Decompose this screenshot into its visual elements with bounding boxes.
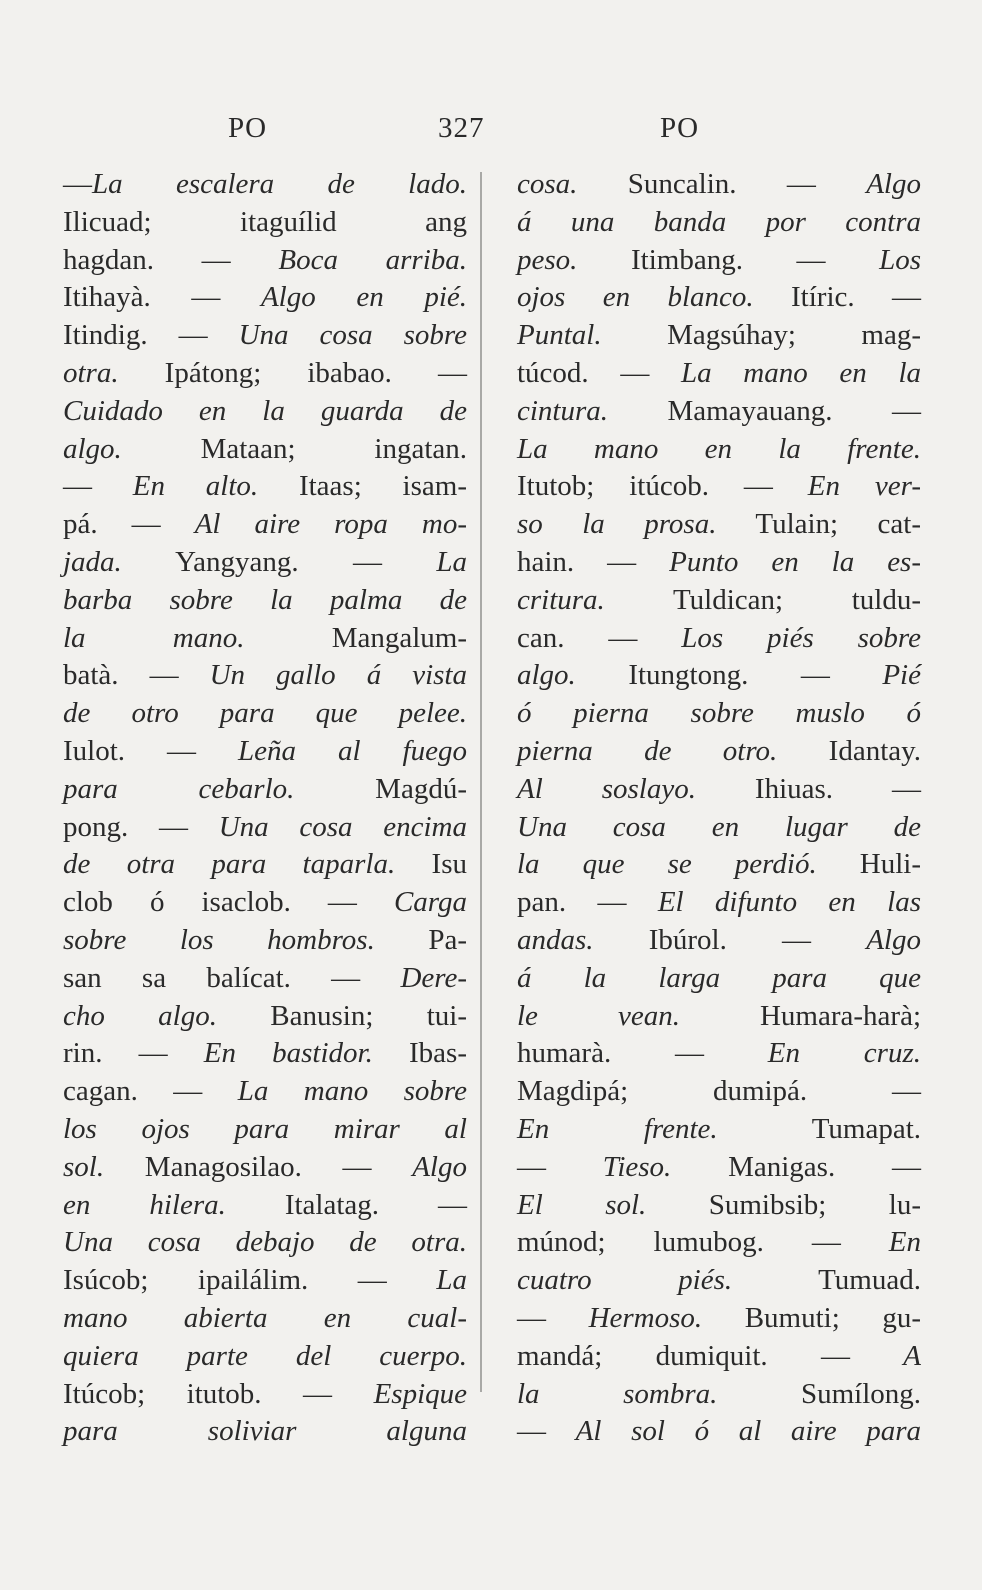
text-line xyxy=(63,1262,467,1300)
spanish-gloss: En bastidor. xyxy=(203,1037,373,1070)
text-line xyxy=(63,1149,467,1187)
spanish-gloss: Los piés sobre xyxy=(681,621,921,654)
tagalog-term: can. — xyxy=(517,621,682,654)
tagalog-term: cagan. — xyxy=(63,1075,238,1108)
spanish-gloss: Pié xyxy=(882,659,921,692)
tagalog-term: Ihiuas. — xyxy=(695,772,922,805)
tagalog-term: Idantay. xyxy=(777,734,921,767)
tagalog-term: Yangyang. — xyxy=(121,545,437,578)
tagalog-term: hain. — xyxy=(517,545,670,578)
tagalog-term: rin. — xyxy=(63,1037,204,1070)
page-header xyxy=(0,112,982,152)
text-line xyxy=(517,279,921,317)
spanish-gloss: Algo xyxy=(412,1150,467,1183)
spanish-gloss: de otra para taparla. xyxy=(63,848,396,881)
tagalog-term: mandá; dumiquit. — xyxy=(517,1339,904,1372)
text-line xyxy=(63,242,467,280)
text-line xyxy=(517,620,921,658)
tagalog-term: Itutob; itúcob. — xyxy=(517,470,808,503)
text-line xyxy=(63,809,467,847)
text-line xyxy=(517,1187,921,1225)
tagalog-term: Itimbang. — xyxy=(577,243,880,276)
text-line xyxy=(63,468,467,506)
tagalog-term: Mangalum- xyxy=(244,621,467,654)
text-line xyxy=(63,544,467,582)
text-line xyxy=(63,1035,467,1073)
tagalog-term: Ibas- xyxy=(372,1037,467,1070)
tagalog-term: Manigas. — xyxy=(671,1150,922,1183)
spanish-gloss: Una cosa en lugar de xyxy=(517,810,921,843)
spanish-gloss: Una cosa sobre xyxy=(238,319,467,352)
spanish-gloss: cosa. xyxy=(517,168,578,200)
text-line xyxy=(517,657,921,695)
spanish-gloss: Algo xyxy=(866,923,921,956)
text-line xyxy=(63,1224,467,1262)
text-line xyxy=(517,1149,921,1187)
spanish-gloss: pierna de otro. xyxy=(517,734,778,767)
text-line xyxy=(517,166,921,204)
spanish-gloss: Punto en la es- xyxy=(669,545,922,578)
spanish-gloss: Al aire ropa mo- xyxy=(194,508,467,541)
spanish-gloss: Al soslayo. xyxy=(517,772,696,805)
text-line xyxy=(517,960,921,998)
tagalog-term: Huli- xyxy=(816,848,921,881)
text-line xyxy=(63,582,467,620)
spanish-gloss: El difunto en las xyxy=(657,886,921,919)
tagalog-term: pong. — xyxy=(63,810,219,843)
text-line xyxy=(517,1111,921,1149)
text-line xyxy=(63,846,467,884)
tagalog-term: Itíric. — xyxy=(753,281,921,314)
text-line xyxy=(63,960,467,998)
text-line xyxy=(517,771,921,809)
right-column xyxy=(517,166,921,1451)
text-line xyxy=(517,355,921,393)
spanish-gloss: en hilera. xyxy=(63,1188,226,1221)
spanish-gloss: los ojos para mirar al xyxy=(63,1112,467,1145)
spanish-gloss: la que se perdió. xyxy=(517,848,817,881)
spanish-gloss: mano abierta en cual- xyxy=(63,1301,467,1334)
text-line xyxy=(63,166,467,204)
tagalog-term: Itindig. — xyxy=(63,319,239,352)
spanish-gloss: para cebarlo. xyxy=(63,772,295,805)
text-line xyxy=(517,317,921,355)
text-line xyxy=(517,1262,921,1300)
spanish-gloss: quiera parte del cuerpo. xyxy=(63,1339,467,1372)
spanish-gloss: Una cosa encima xyxy=(218,810,467,843)
spanish-gloss: Los xyxy=(879,243,921,276)
text-line xyxy=(63,771,467,809)
spanish-gloss: Algo xyxy=(866,168,921,200)
spanish-gloss: En alto. xyxy=(132,470,259,503)
text-line xyxy=(517,582,921,620)
spanish-gloss: peso. xyxy=(517,243,578,276)
column-divider xyxy=(480,172,482,1392)
text-line xyxy=(517,884,921,922)
text-line xyxy=(63,279,467,317)
tagalog-term: Mataan; ingatan. xyxy=(121,432,467,465)
spanish-gloss: Cuidado en la guarda de xyxy=(63,394,467,427)
text-line xyxy=(517,846,921,884)
spanish-gloss: Boca arriba. xyxy=(278,243,468,276)
tagalog-term: Managosilao. — xyxy=(104,1150,413,1183)
tagalog-term: pá. — xyxy=(63,508,195,541)
text-line xyxy=(63,1111,467,1149)
text-line xyxy=(63,1073,467,1111)
header-left-guide-word: PO xyxy=(228,112,268,144)
tagalog-term: batà. — xyxy=(63,659,210,692)
text-line xyxy=(517,1338,921,1376)
spanish-gloss: En cruz. xyxy=(767,1037,921,1070)
tagalog-term: pan. — xyxy=(517,886,658,919)
text-line xyxy=(517,733,921,771)
spanish-gloss: Dere- xyxy=(400,961,467,994)
tagalog-term: Itaas; isam- xyxy=(258,470,467,503)
text-line xyxy=(517,468,921,506)
text-line xyxy=(63,620,467,658)
spanish-gloss: barba sobre la palma de xyxy=(63,583,467,616)
text-line xyxy=(63,1187,467,1225)
spanish-gloss: algo. xyxy=(517,659,576,692)
text-line xyxy=(63,695,467,733)
spanish-gloss: Espique xyxy=(373,1377,467,1410)
text-line xyxy=(63,884,467,922)
spanish-gloss: Leña al fuego xyxy=(238,734,467,767)
tagalog-term: Italatag. — xyxy=(225,1188,467,1221)
tagalog-term: Tumuad. xyxy=(732,1264,921,1297)
text-line xyxy=(517,922,921,960)
spanish-gloss: le vean. xyxy=(517,999,680,1032)
tagalog-term: — xyxy=(63,470,133,503)
spanish-gloss: so la prosa. xyxy=(517,508,717,541)
spanish-gloss: cuatro piés. xyxy=(517,1264,733,1297)
text-line xyxy=(517,1073,921,1111)
tagalog-term: Sumibsib; lu- xyxy=(646,1188,921,1221)
spanish-gloss: Puntal. xyxy=(517,319,602,352)
tagalog-term: san sa balícat. — xyxy=(63,961,401,994)
tagalog-term: Humara-harà; xyxy=(679,999,921,1032)
tagalog-term: — xyxy=(517,1301,589,1334)
text-line xyxy=(517,242,921,280)
tagalog-term: — xyxy=(63,168,92,200)
text-line xyxy=(63,922,467,960)
spanish-gloss: La mano sobre xyxy=(237,1075,467,1108)
text-line xyxy=(63,657,467,695)
spanish-gloss: Carga xyxy=(393,886,467,919)
spanish-gloss: cintura. xyxy=(517,394,609,427)
text-line xyxy=(63,1376,467,1414)
spanish-gloss: para soliviar alguna xyxy=(63,1415,467,1448)
spanish-gloss: ojos en blanco. xyxy=(517,281,754,314)
header-right-guide-word: PO xyxy=(660,112,700,144)
text-line xyxy=(63,998,467,1036)
spanish-gloss: otra. xyxy=(63,356,119,389)
text-line xyxy=(517,1413,921,1451)
spanish-gloss: Una cosa debajo de otra. xyxy=(63,1226,467,1259)
text-line xyxy=(517,1300,921,1338)
tagalog-term: Magdú- xyxy=(294,772,467,805)
text-line xyxy=(63,317,467,355)
text-line xyxy=(63,506,467,544)
spanish-gloss: La mano en la frente. xyxy=(517,432,921,465)
spanish-gloss: sobre los hombros. xyxy=(63,923,375,956)
tagalog-term: Itúcob; itutob. — xyxy=(63,1377,374,1410)
left-column xyxy=(63,166,467,1451)
spanish-gloss: Tieso. xyxy=(602,1150,672,1183)
spanish-gloss: algo. xyxy=(63,432,122,465)
text-line xyxy=(63,733,467,771)
text-line xyxy=(63,1300,467,1338)
spanish-gloss: la mano. xyxy=(63,621,245,654)
tagalog-term: Banusin; tui- xyxy=(217,999,468,1032)
spanish-gloss: critura. xyxy=(517,583,605,616)
text-line xyxy=(517,506,921,544)
spanish-gloss: La xyxy=(436,1264,467,1297)
spanish-gloss: sol. xyxy=(63,1150,105,1183)
tagalog-term: Sumílong. xyxy=(717,1377,921,1410)
spanish-gloss: la sombra. xyxy=(517,1377,718,1410)
text-line xyxy=(63,204,467,242)
text-line xyxy=(517,1376,921,1414)
spanish-gloss: Algo en pié. xyxy=(260,281,467,314)
tagalog-term: Isúcob; ipailálim. — xyxy=(63,1264,437,1297)
tagalog-term: Tulain; cat- xyxy=(716,508,922,541)
text-line xyxy=(517,998,921,1036)
spanish-gloss: jada. xyxy=(63,545,122,578)
tagalog-term: humarà. — xyxy=(517,1037,768,1070)
text-line xyxy=(63,431,467,469)
page-number: 327 xyxy=(438,112,485,144)
spanish-gloss: de otro para que pelee. xyxy=(63,697,467,730)
tagalog-term: Bumuti; gu- xyxy=(702,1301,921,1334)
text-line xyxy=(517,1035,921,1073)
spanish-gloss: A xyxy=(903,1339,921,1372)
spanish-gloss: Al sol ó al aire para xyxy=(575,1415,921,1448)
spanish-gloss: Un gallo á vista xyxy=(209,659,467,692)
text-line xyxy=(63,393,467,431)
spanish-gloss: La escalera de lado. xyxy=(92,168,467,200)
tagalog-term: Pa- xyxy=(374,923,467,956)
tagalog-term: Ibúrol. — xyxy=(593,923,867,956)
spanish-gloss: ó pierna sobre muslo ó xyxy=(517,697,921,730)
tagalog-term: Iulot. — xyxy=(63,734,239,767)
spanish-gloss: á una banda por contra xyxy=(517,205,921,238)
spanish-gloss: La xyxy=(436,545,467,578)
tagalog-term: Magsúhay; mag- xyxy=(601,319,921,352)
text-line xyxy=(517,809,921,847)
tagalog-term: Itungtong. — xyxy=(575,659,883,692)
text-line xyxy=(517,393,921,431)
tagalog-term: Ilicuad; itaguílid ang xyxy=(63,205,467,238)
spanish-gloss: á la larga para que xyxy=(517,961,921,994)
text-line xyxy=(517,544,921,582)
tagalog-term: Ipátong; ibabao. — xyxy=(118,356,467,389)
tagalog-term: Tumapat. xyxy=(717,1112,921,1145)
tagalog-term: Mamayauang. — xyxy=(608,394,921,427)
spanish-gloss: En ver- xyxy=(807,470,921,503)
spanish-gloss: andas. xyxy=(517,923,594,956)
tagalog-term: túcod. — xyxy=(517,356,682,389)
tagalog-term: clob ó isaclob. — xyxy=(63,886,394,919)
tagalog-term: múnod; lumubog. — xyxy=(517,1226,889,1259)
text-line xyxy=(63,1338,467,1376)
tagalog-term: Itihayà. — xyxy=(63,281,261,314)
tagalog-term: — xyxy=(517,1415,576,1448)
text-line xyxy=(517,1224,921,1262)
text-line xyxy=(517,431,921,469)
spanish-gloss: El sol. xyxy=(517,1188,647,1221)
text-line xyxy=(63,355,467,393)
tagalog-term: — xyxy=(517,1150,603,1183)
spanish-gloss: En xyxy=(888,1226,921,1259)
text-line xyxy=(517,204,921,242)
spanish-gloss: La mano en la xyxy=(681,356,922,389)
tagalog-term: Suncalin. — xyxy=(577,168,867,200)
text-line xyxy=(63,1413,467,1451)
tagalog-term: Tuldican; tuldu- xyxy=(604,583,921,616)
tagalog-term: Isu xyxy=(395,848,467,881)
tagalog-term: Magdipá; dumipá. — xyxy=(517,1075,921,1108)
spanish-gloss: cho algo. xyxy=(63,999,217,1032)
spanish-gloss: En frente. xyxy=(517,1112,718,1145)
tagalog-term: hagdan. — xyxy=(63,243,279,276)
spanish-gloss: Hermoso. xyxy=(588,1301,703,1334)
text-line xyxy=(517,695,921,733)
